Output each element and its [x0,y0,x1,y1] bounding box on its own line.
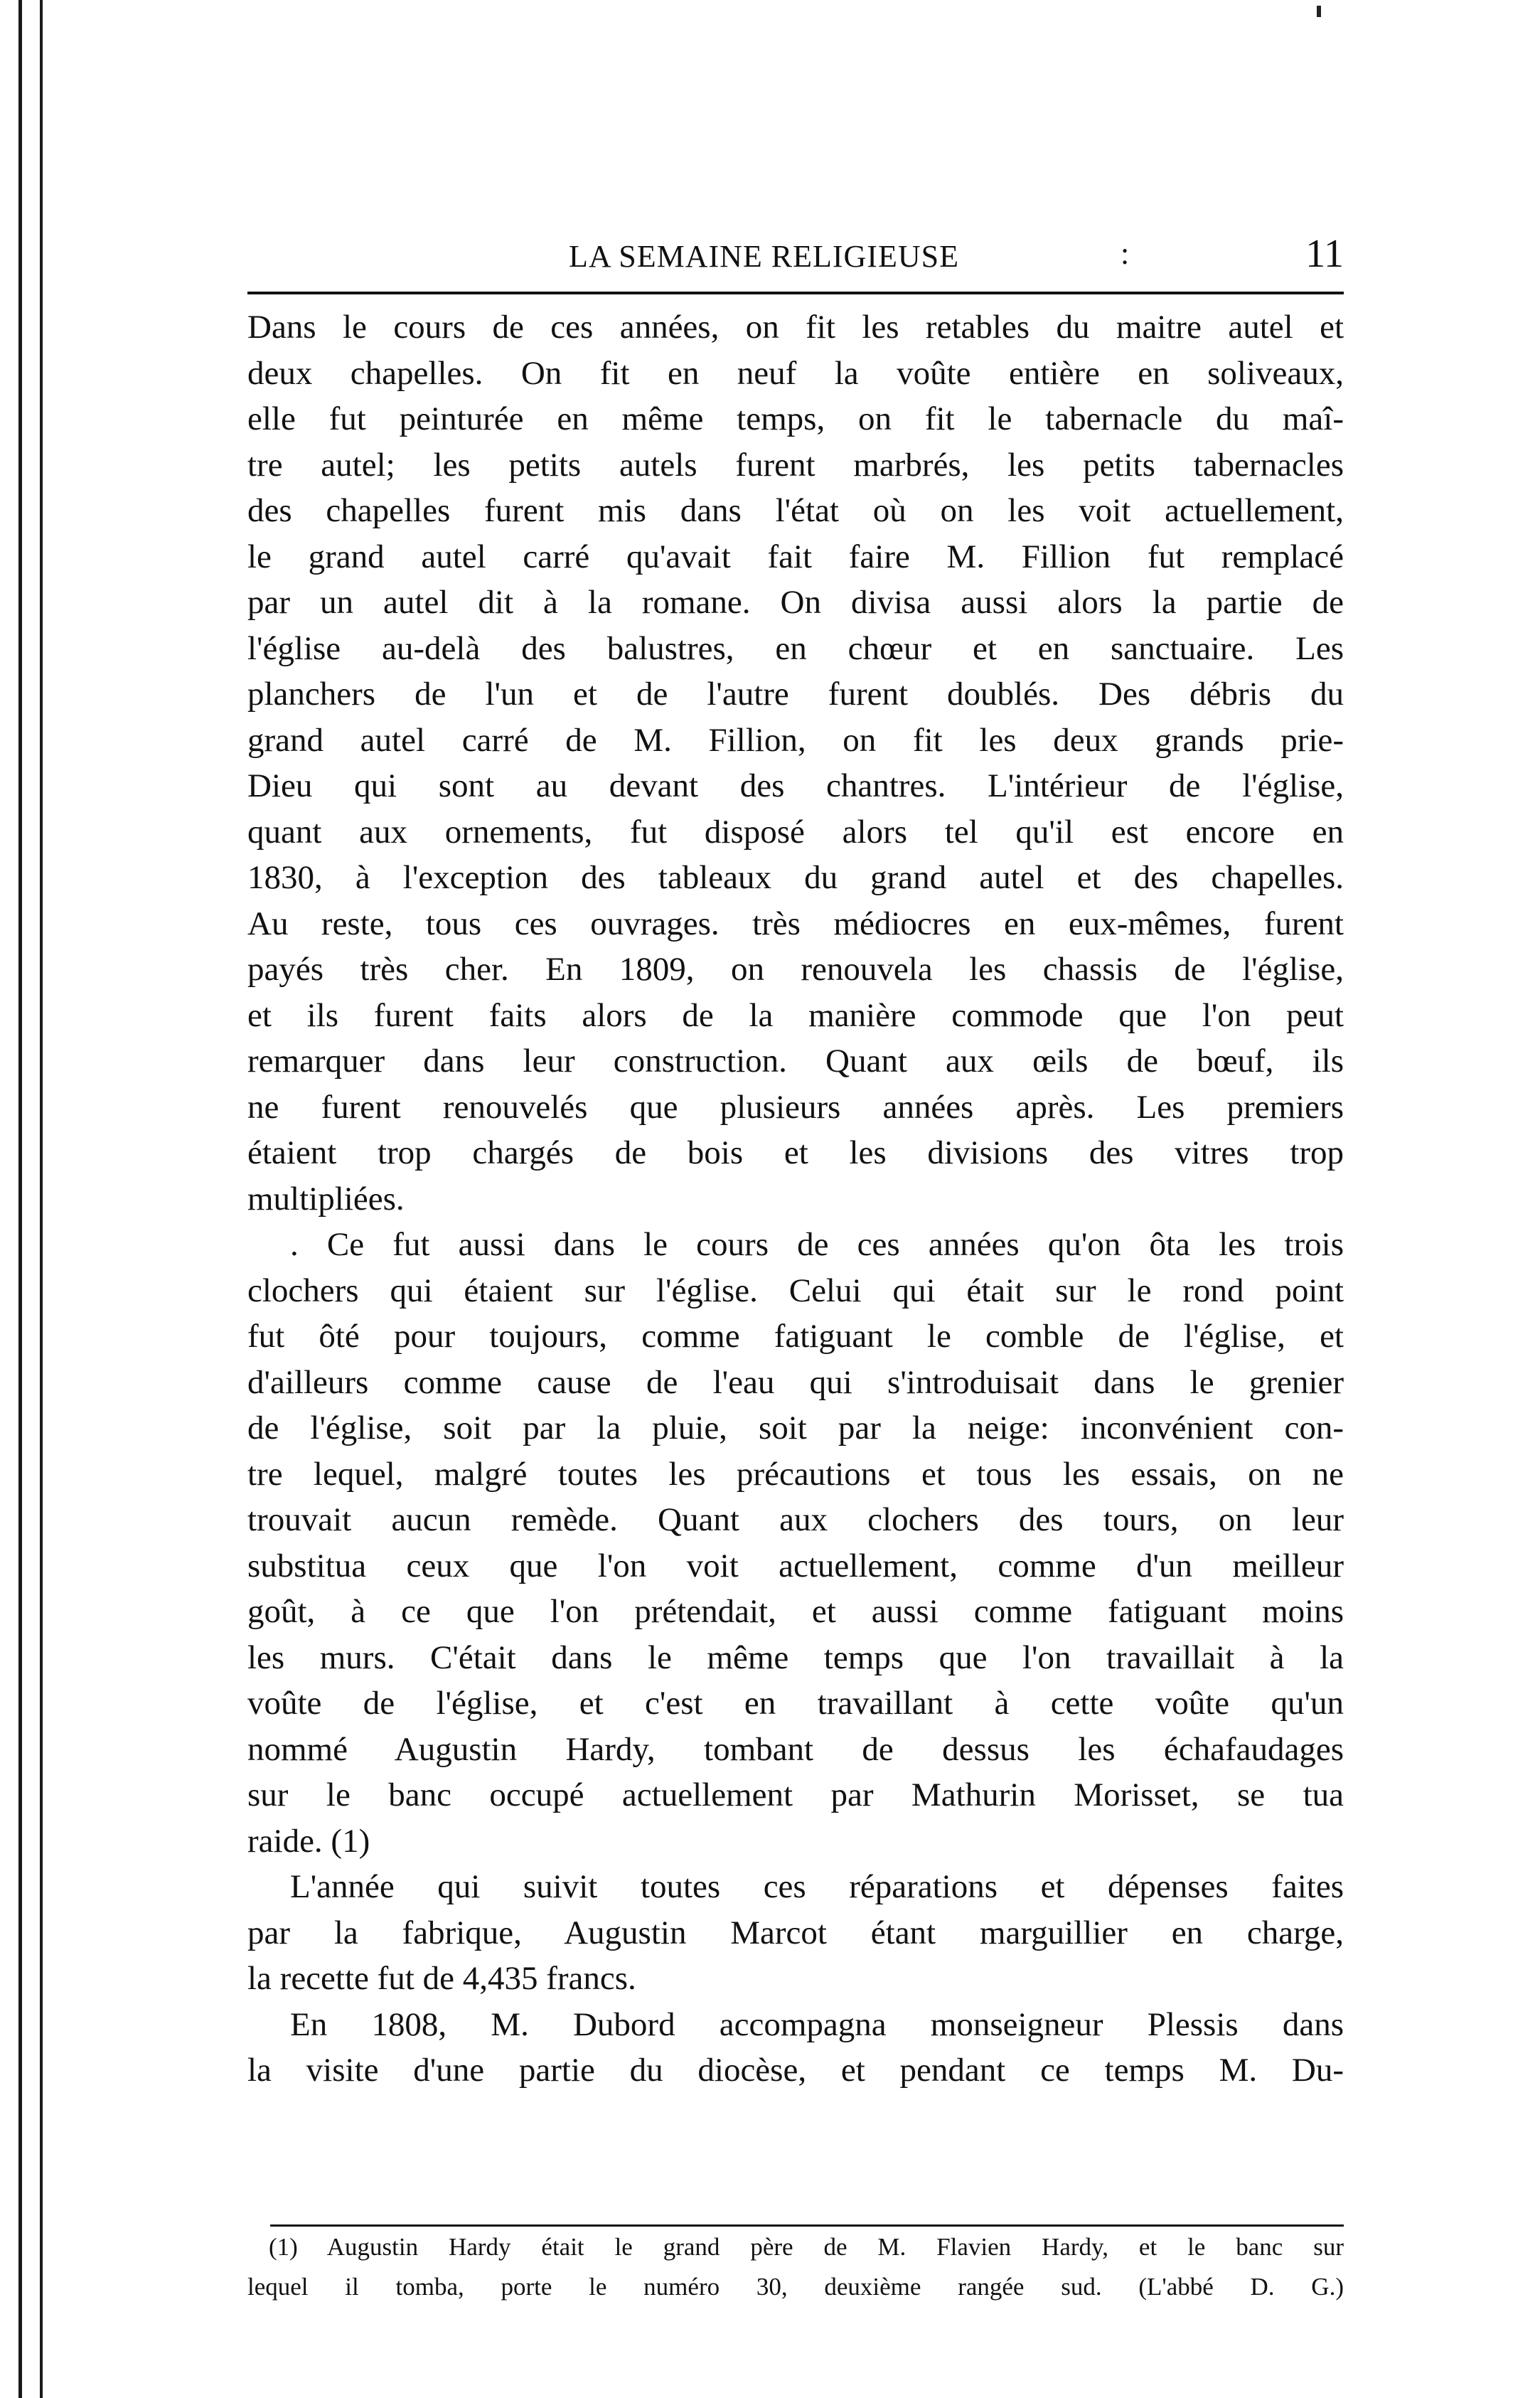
text-line: de l'église, soit par la pluie, soit par la neige: inconvénient con- [247,1410,1344,1446]
binding-line [40,0,43,2398]
text-line: quant aux ornements, fut disposé alors tel qu'il est encore en [247,813,1344,851]
text-line: remarquer dans leur construction. Quant aux œils de bœuf, ils [247,1043,1344,1080]
text-line: l'église au-delà des balustres, en chœur et en sanctuaire. Les [247,629,1344,667]
running-head-mark: : [1121,236,1130,271]
text-line: fut ôté pour toujours, comme fatiguant le comble de l'église, et [247,1318,1344,1355]
text-line: le grand autel carré qu'avait fait faire M. Fillion fut remplacé [247,538,1344,575]
text-line: planchers de l'un et de l'autre furent doublés. Des débris du [247,676,1344,713]
body-text [247,304,1344,2094]
text-line: Dans le cours de ces années, on fit les retables du maitre autel et [247,309,1344,346]
running-head-title: LA SEMAINE RELIGIEUSE [569,239,959,274]
text-line: et ils furent faits alors de la manière commode que l'on peut [247,996,1344,1034]
running-head [247,231,1344,288]
text-line: substitua ceux que l'on voit actuellement, comme d'un meilleur [247,1547,1344,1584]
text-line: nommé Augustin Hardy, tombant de dessus les échafaudages [247,1730,1344,1768]
text-line: la recette fut de 4,435 francs. [247,1960,636,1997]
text-line: les murs. C'était dans le même temps que l'on travaillait à la [247,1638,1344,1676]
footnote-line: lequel il tomba, porte le numéro 30, deuxième rangée sud. (L'abbé D. G.) [247,2273,1344,2301]
page-number: 11 [1305,232,1344,276]
text-line: Au reste, tous ces ouvrages. très médiocres en eux-mêmes, furent [247,905,1344,942]
text-line: par un autel dit à la romane. On divisa aussi alors la partie de [247,584,1344,621]
footnote [247,2227,1344,2307]
text-line: deux chapelles. On fit en neuf la voûte entière en soliveaux, [247,354,1344,392]
text-line: étaient trop chargés de bois et les divisions des vitres trop [247,1134,1344,1171]
text-line: elle fut peinturée en même temps, on fit le tabernacle du maî- [247,400,1344,437]
paragraph-start-line: . Ce fut aussi dans le cours de ces années qu'on ôta les trois [290,1226,1344,1263]
footnote-rule [270,2224,1344,2227]
text-line: des chapelles furent mis dans l'état où on les voit actuellement, [247,492,1344,529]
paragraph-start-line: En 1808, M. Dubord accompagna monseigneur Plessis dans [290,2005,1344,2043]
text-line: sur le banc occupé actuellement par Mathurin Morisset, se tua [247,1776,1344,1813]
text-line: raide. (1) [247,1822,370,1860]
text-line: ne furent renouvelés que plusieurs années après. Les premiers [247,1088,1344,1126]
text-line: d'ailleurs comme cause de l'eau qui s'introduisait dans le grenier [247,1363,1344,1401]
footnote-line: (1) Augustin Hardy était le grand père de M. Flavien Hardy, et le banc sur [269,2233,1344,2261]
text-line: grand autel carré de M. Fillion, on fit les deux grands prie- [247,721,1344,759]
scan-mark [1317,6,1321,17]
text-line: tre autel; les petits autels furent marbrés, les petits tabernacles [247,446,1344,484]
paragraph-start-line: L'année qui suivit toutes ces réparations et dépenses faites [290,1868,1344,1905]
binding-line [18,0,22,2398]
text-line: par la fabrique, Augustin Marcot étant marguillier en charge, [247,1914,1344,1951]
text-line: multipliées. [247,1180,405,1217]
text-line: 1830, à l'exception des tableaux du grand autel et des chapelles. [247,859,1344,896]
text-line: la visite d'une partie du diocèse, et pendant ce temps M. Du- [247,2052,1344,2089]
header-rule [247,292,1344,294]
text-line: voûte de l'église, et c'est en travaillant à cette voûte qu'un [247,1685,1344,1722]
text-line: tre lequel, malgré toutes les précautions et tous les essais, on ne [247,1455,1344,1493]
text-line: clochers qui étaient sur l'église. Celui qui était sur le rond point [247,1272,1344,1309]
book-binding-edge [13,0,55,2398]
text-line: Dieu qui sont au devant des chantres. L'intérieur de l'église, [247,767,1344,804]
text-line: goût, à ce que l'on prétendait, et aussi comme fatiguant moins [247,1593,1344,1630]
text-line: payés très cher. En 1809, on renouvela les chassis de l'église, [247,951,1344,988]
text-line: trouvait aucun remède. Quant aux clochers des tours, on leur [247,1501,1344,1538]
